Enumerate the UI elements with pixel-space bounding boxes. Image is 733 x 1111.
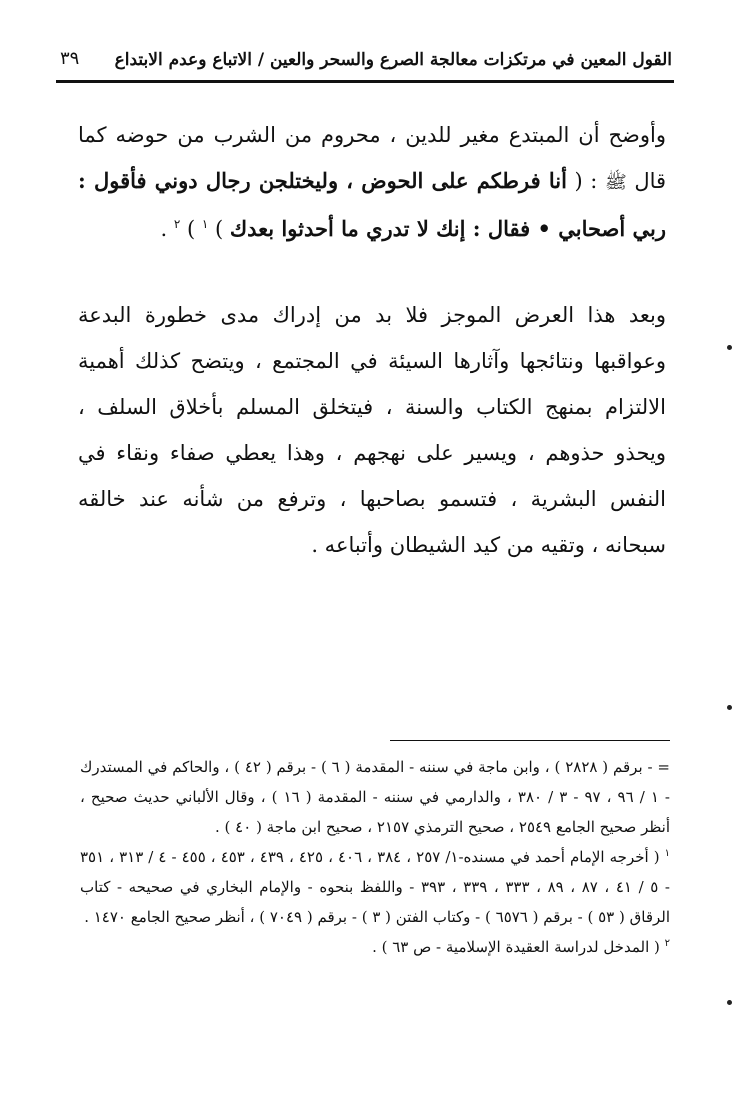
footnote-1-number: ١: [664, 848, 670, 859]
footnotes: [80, 752, 670, 962]
header-rule: [56, 80, 674, 83]
margin-dot: [727, 705, 732, 710]
footnote-2-text: ( المدخل لدراسة العقيدة الإسلامية - ص ٦٣ ) .: [372, 938, 665, 956]
margin-dot: [727, 1000, 732, 1005]
footnote-2: [80, 932, 670, 962]
hadith-text: أنا فرطكم على الحوض ، وليختلجن رجال دوني فأقول : ربي أصحابي • فقال : إنك لا تدري ما أحدثوا بعدك: [78, 168, 666, 241]
footnote-2-number: ٢: [664, 938, 670, 949]
sentence-end: .: [160, 217, 174, 241]
footnote-1: [80, 842, 670, 932]
footnote-ref-1: ١: [201, 217, 209, 231]
salla-symbol: ﷺ: [604, 172, 627, 193]
footnote-continued: = - برقم ( ٢٨٢٨ ) ، وابن ماجة في سننه - المقدمة ( ٦ ) - برقم ( ٤٢ ) ، والحاكم في المستدرك - ١ / ٩٦ ، ٩٧ - ٣ / ٣٨٠ ، والدارمي في سننه - المقدمة ( ١٦ ) ، وقال الألباني حديث صحيح ، أنظر صحيح الجامع ٢٥٤٩ ، صحيح الترمذي ٢١٥٧ ، صحيح ابن ماجة ( ٤٠ ) .: [80, 758, 670, 836]
page-number: ٣٩: [60, 48, 80, 69]
footnote-1-text: ( أخرجه الإمام أحمد في مسنده-١/ ٢٥٧ ، ٣٨٤ ، ٤٠٦ ، ٤٢٥ ، ٤٣٩ ، ٤٥٣ ، ٤٥٥ - ٤ / ٣١٣ ، ٣٥١ - ٥ / ٤١ ، ٨٧ ، ٨٩ ، ٣٣٣ ، ٣٣٩ ، ٣٩٣ - واللفظ بنحوه - والإمام البخاري في صحيحه - كتاب الرقاق ( ٥٣ ) - برقم ( ٦٥٧٦ ) - وكتاب الفتن ( ٣ ) - برقم ( ٧٠٤٩ ) ، أنظر صحيح الجامع ١٤٧٠ .: [80, 848, 670, 926]
header-title: القول المعين في مرتكزات معالجة الصرع والسحر والعين / الاتباع وعدم الابتداع: [114, 50, 672, 70]
paren-close: ): [180, 217, 202, 241]
main-text: [78, 112, 666, 568]
paragraph-1: [78, 112, 666, 252]
paragraph-2: وبعد هذا العرض الموجز فلا بد من إدراك مدى خطورة البدعة وعواقبها ونتائجها وآثارها السيئة في المجتمع ، ويتضح كذلك أهمية الالتزام بمنهج الكتاب والسنة ، فيتخلق المسلم بأخلاق السلف ، ويحذو حذوهم ، ويسير على نهجهم ، وهذا يعطي صفاء ونقاء في النفس البشرية ، فتسمو بصاحبها ، وترفع من شأنه عند خالقه سبحانه ، وتقيه من كيد الشيطان وأتباعه .: [78, 303, 666, 557]
margin-dot: [727, 345, 732, 350]
footnote-separator: [390, 740, 670, 741]
footnote-ref-2: ٢: [173, 217, 181, 231]
hadith-open: : (: [566, 169, 605, 193]
running-header: [60, 42, 672, 82]
hadith-close: ): [208, 217, 230, 241]
paragraph-1-intro: وأوضح أن المبتدع مغير للدين ، محروم من الشرب من حوضه كما قال: [78, 123, 667, 193]
